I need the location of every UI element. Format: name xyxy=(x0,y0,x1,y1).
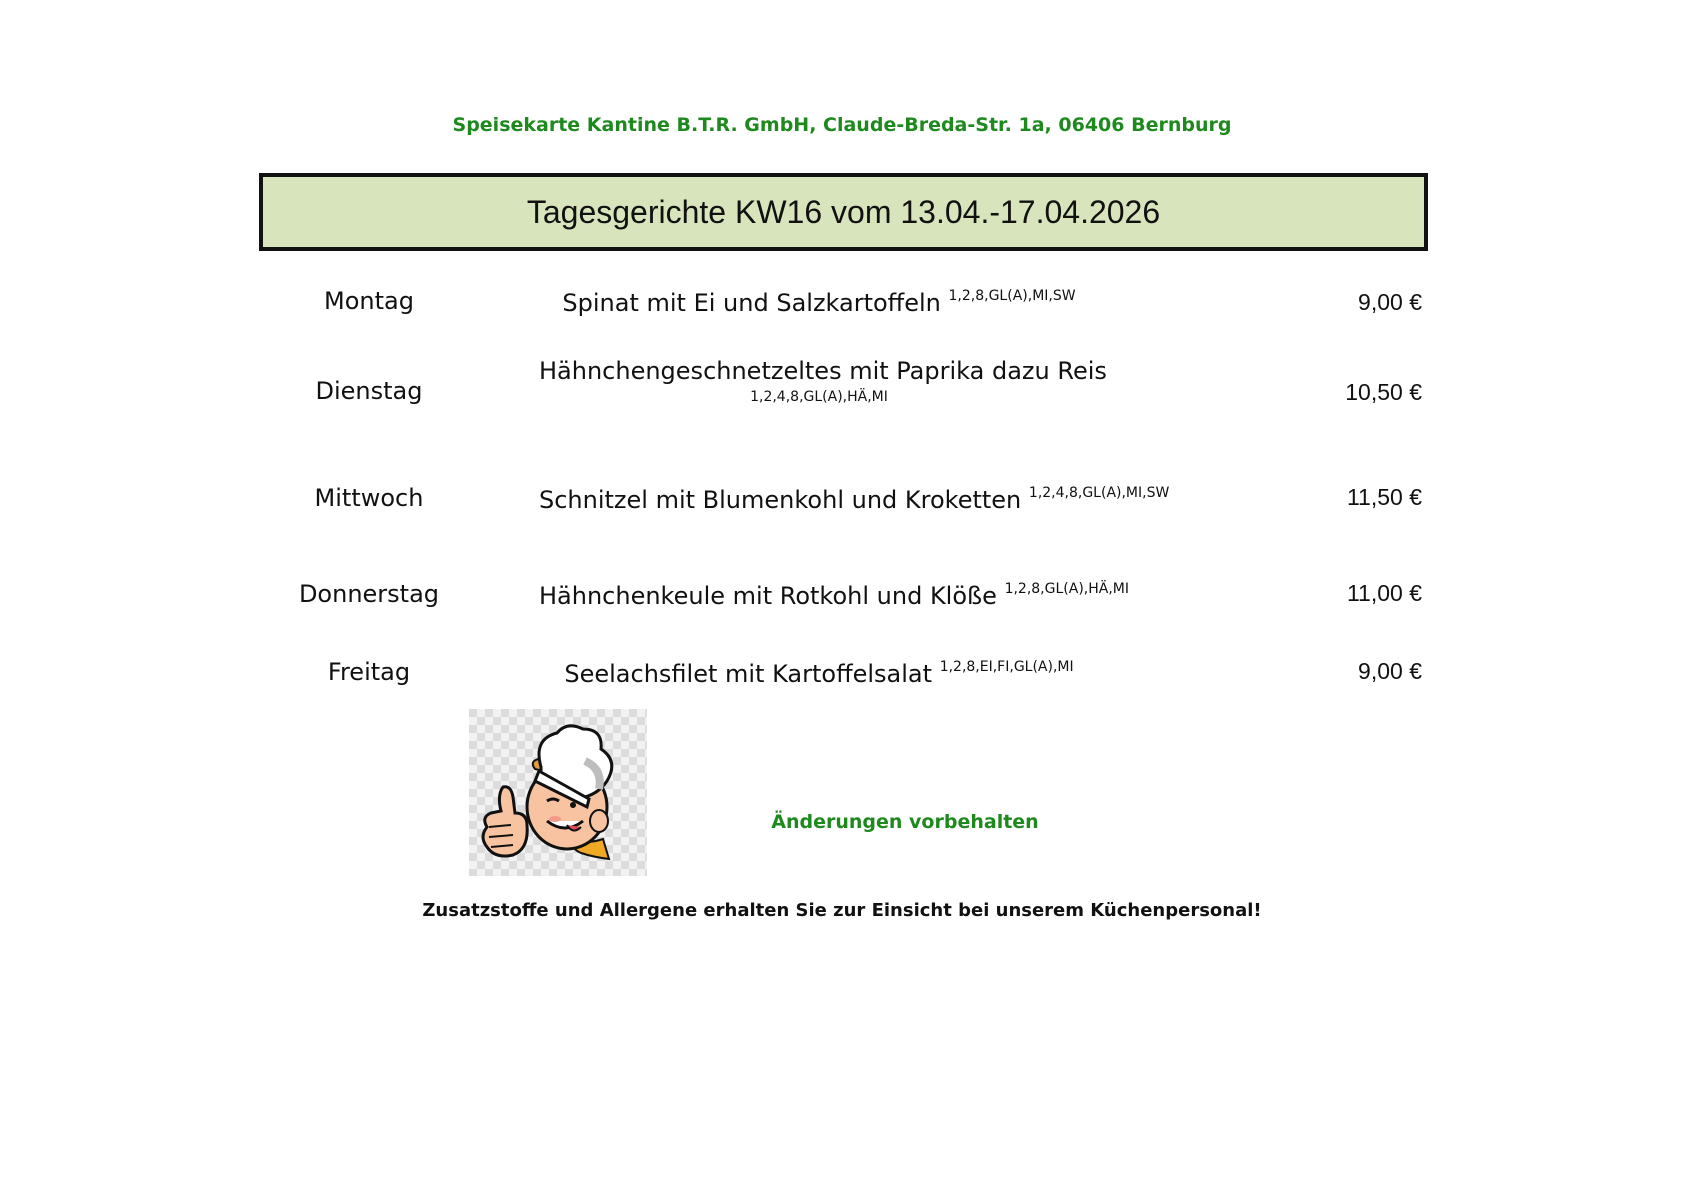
menu-row-wednesday xyxy=(259,478,1428,518)
menu-row-tuesday xyxy=(259,355,1428,415)
dish-text xyxy=(539,357,1107,405)
allergen-footer-note: Zusatzstoffe und Allergene erhalten Sie zur Einsicht bei unserem Küchenpersonal! xyxy=(422,900,1262,921)
dish-name: Hähnchengeschnetzeltes mit Paprika dazu Reis xyxy=(539,357,1107,385)
day-label: Dienstag xyxy=(315,377,423,405)
dish-allergens: 1,2,8,GL(A),HÄ,MI xyxy=(1004,581,1129,597)
dish-text xyxy=(539,660,1099,688)
day-label: Freitag xyxy=(327,658,411,686)
price-label: 9,00 € xyxy=(1358,289,1422,315)
dish-allergens: 1,2,4,8,GL(A),HÄ,MI xyxy=(750,389,888,405)
day-label: Montag xyxy=(324,287,414,315)
dish-text xyxy=(539,485,1170,514)
menu-row-thursday xyxy=(259,574,1428,614)
dish-text xyxy=(539,289,1099,317)
page-header: Speisekarte Kantine B.T.R. GmbH, Claude-Breda-Str. 1a, 06406 Bernburg xyxy=(452,114,1232,136)
day-label: Donnerstag xyxy=(298,580,440,608)
dish-allergens: 1,2,8,GL(A),MI,SW xyxy=(948,288,1076,304)
menu-row-monday xyxy=(259,283,1428,323)
day-label: Mittwoch xyxy=(314,484,424,512)
week-title: Tagesgerichte KW16 vom 13.04.-17.04.2026 xyxy=(526,193,1161,230)
dish-allergens: 1,2,8,EI,FI,GL(A),MI xyxy=(939,659,1074,675)
dish-name: Hähnchenkeule mit Rotkohl und Klöße xyxy=(539,582,997,610)
dish-text xyxy=(539,581,1129,610)
price-label: 11,00 € xyxy=(1346,580,1422,606)
price-label: 11,50 € xyxy=(1346,484,1422,510)
dish-name: Schnitzel mit Blumenkohl und Kroketten xyxy=(539,486,1022,514)
dish-name: Seelachsfilet mit Kartoffelsalat xyxy=(564,660,933,688)
chef-thumbs-up-icon xyxy=(469,709,647,876)
dish-name: Spinat mit Ei und Salzkartoffeln xyxy=(562,289,941,317)
changes-notice: Änderungen vorbehalten xyxy=(771,811,1039,833)
price-label: 10,50 € xyxy=(1345,379,1422,405)
week-title-box xyxy=(259,173,1428,251)
price-label: 9,00 € xyxy=(1358,658,1422,684)
dish-allergens: 1,2,4,8,GL(A),MI,SW xyxy=(1028,485,1170,501)
menu-row-friday xyxy=(259,652,1428,692)
